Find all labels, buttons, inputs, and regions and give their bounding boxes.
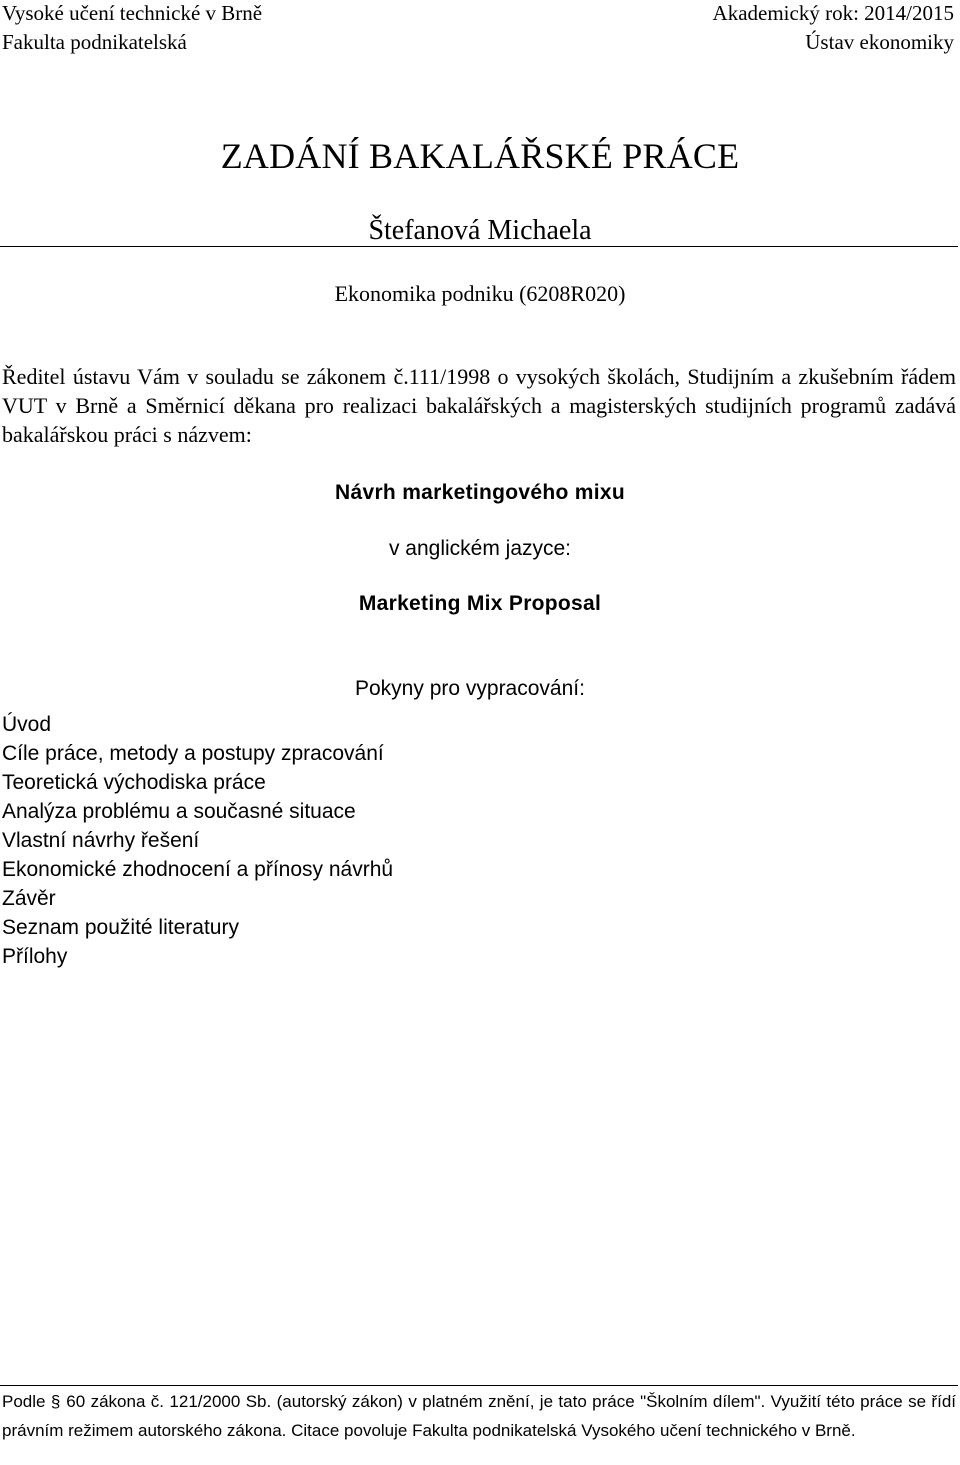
header-university: Vysoké učení technické v Brně	[2, 1, 263, 25]
header-institute: Ústav ekonomiky	[805, 30, 954, 54]
instructions-heading: Pokyny pro vypracování:	[355, 677, 585, 700]
english-title-label: v anglickém jazyce:	[388, 537, 572, 560]
study-program: Ekonomika podniku (6208R020)	[334, 281, 626, 306]
thesis-outline	[2, 710, 393, 971]
thesis-title-en: Marketing Mix Proposal	[358, 592, 602, 615]
outline-item: Ekonomické zhodnocení a přínosy návrhů	[2, 858, 394, 881]
student-name: Štefanová Michaela	[368, 215, 592, 246]
outline-item: Analýza problému a současné situace	[2, 800, 356, 823]
outline-item: Teoretická východiska práce	[2, 771, 266, 794]
footnote-divider	[0, 1385, 958, 1386]
copyright-footnote	[2, 1387, 956, 1445]
header-faculty: Fakulta podnikatelská	[2, 30, 187, 54]
thesis-title-cz: Návrh marketingového mixu	[335, 481, 625, 504]
section-sign: §	[50, 1392, 61, 1411]
title-divider	[0, 246, 958, 247]
outline-item: Vlastní návrhy řešení	[2, 829, 200, 852]
outline-item: Závěr	[2, 887, 56, 910]
header-academic-year: Akademický rok: 2014/2015	[712, 1, 954, 25]
outline-item: Úvod	[2, 713, 52, 736]
assignment-intro: Ředitel ústavu Vám v souladu se zákonem č.111/1998 o vysokých školách, Studijním a zkušebním řádem VUT v Brně a Směrnicí děkana pro realizaci bakalářských a magisterských studijních programů zadává bakalářskou práci s názvem:	[2, 364, 956, 447]
footnote-lead: Podle	[2, 1392, 46, 1411]
outline-item: Seznam použité literatury	[2, 916, 239, 939]
document-title: ZADÁNÍ BAKALÁŘSKÉ PRÁCE	[220, 136, 740, 176]
footnote-text: 60 zákona č. 121/2000 Sb. (autorský zákon) v platném znění, je tato práce "Školním dílem". Využití této práce se řídí právním režimem autorského zákona. Citace povoluje Fakulta podnikatelská Vysokého učení technického v Brně.	[2, 1392, 956, 1440]
outline-item: Cíle práce, metody a postupy zpracování	[2, 742, 384, 765]
outline-item: Přílohy	[2, 945, 68, 968]
